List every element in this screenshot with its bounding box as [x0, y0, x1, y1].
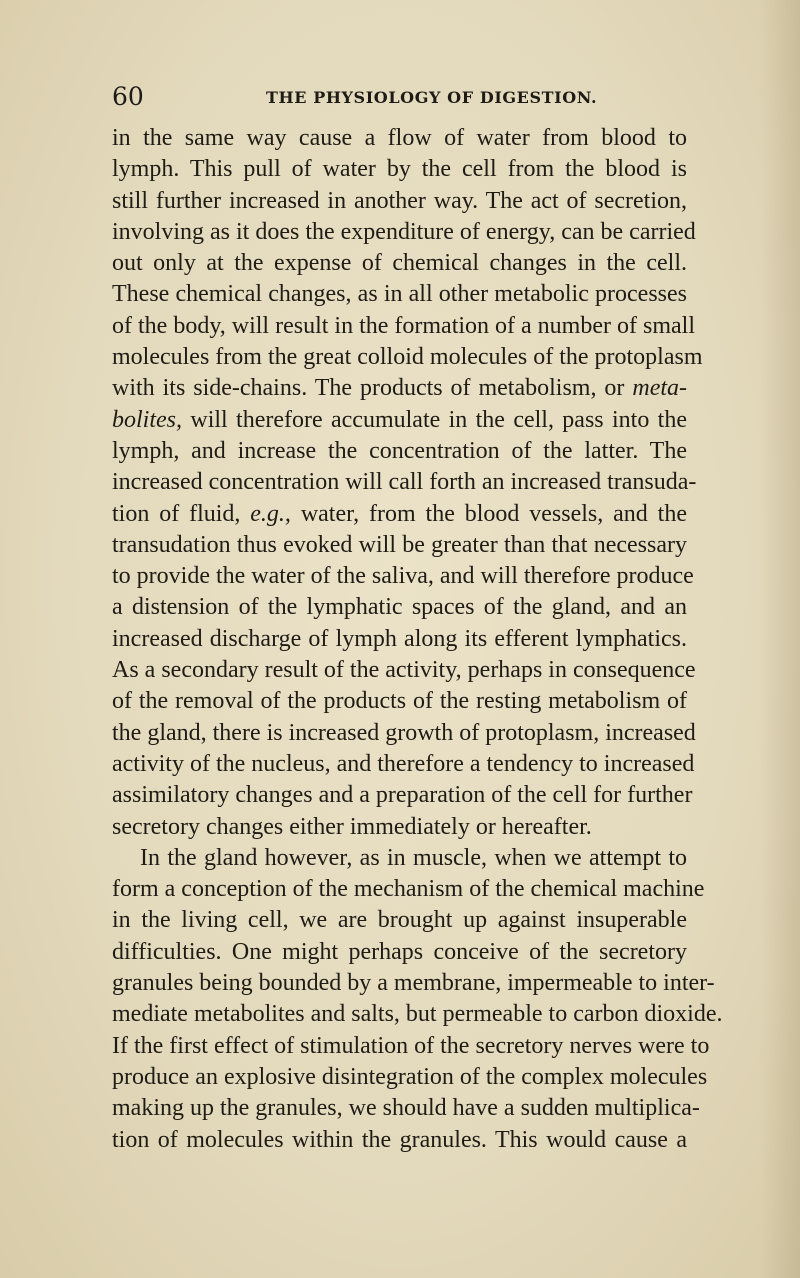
text-line: [112, 373, 687, 404]
text-line: in the same way cause a flow of water from blood to: [112, 125, 687, 151]
text-line: [112, 499, 687, 530]
text-line: mediate metabolites and salts, but permeable to carbon dioxide.: [112, 1001, 723, 1028]
text-line: These chemical changes, as in all other metabolic processes: [112, 281, 687, 308]
italic-term: e.g.,: [250, 500, 291, 527]
text-line: still further increased in another way. The act of secretion,: [112, 187, 687, 214]
text-line: If the first effect of stimulation of the secretory nerves were to: [112, 1032, 710, 1059]
text-line: produce an explosive disintegration of the complex molecules: [112, 1063, 708, 1090]
text-line: As a secondary result of the activity, perhaps in consequence: [112, 657, 696, 684]
text-line: a distension of the lymphatic spaces of the gland, and an: [112, 594, 687, 621]
page-header: [112, 82, 687, 112]
text-line: form a conception of the mechanism of the chemical machine: [112, 876, 705, 903]
text-line: granules being bounded by a membrane, impermeable to inter-: [112, 970, 715, 997]
italic-term: meta-: [632, 375, 688, 402]
text-line: secretory changes either immediately or hereafter.: [112, 813, 592, 840]
text-line: transudation thus evoked will be greater than that necessary: [112, 531, 687, 558]
text-line: assimilatory changes and a preparation of the cell for further: [112, 782, 693, 809]
text-line: molecules from the great colloid molecules of the protoplasm: [112, 344, 703, 371]
italic-term: bolites,: [112, 406, 182, 433]
text-segment: will therefore accumulate in the cell, pass into the: [190, 406, 687, 433]
text-line: activity of the nucleus, and therefore a tendency to increased: [112, 750, 695, 777]
text-line: of the removal of the products of the resting metabolism of: [112, 688, 687, 715]
text-line: lymph. This pull of water by the cell from the blood is: [112, 156, 687, 183]
text-line: to provide the water of the saliva, and will therefore produce: [112, 563, 694, 590]
text-line: difficulties. One might perhaps conceive of the secretory: [112, 938, 687, 965]
page-number: 60: [112, 82, 144, 111]
text-line: involving as it does the expenditure of energy, can be carried: [112, 218, 696, 245]
text-line: lymph, and increase the concentration of the latter. The: [112, 437, 687, 464]
running-head: THE PHYSIOLOGY OF DIGESTION.: [266, 88, 598, 107]
text-segment: water, from the blood vessels, and the: [300, 500, 687, 527]
text-line: increased concentration will call forth an increased transuda-: [112, 469, 697, 496]
text-line: [112, 405, 687, 436]
text-line: the gland, there is increased growth of protoplasm, increased: [112, 719, 696, 746]
text-line: In the gland however, as in muscle, when we attempt to: [140, 844, 687, 871]
page-edge-shadow: [760, 0, 800, 1278]
text-line: in the living cell, we are brought up against insuperable: [112, 907, 687, 934]
text-line: of the body, will result in the formation of a number of small: [112, 312, 695, 339]
text-segment: tion of fluid,: [112, 500, 241, 527]
text-line: out only at the expense of chemical changes in the cell.: [112, 250, 687, 277]
text-line: increased discharge of lymph along its efferent lymphatics.: [112, 625, 687, 652]
text-line: tion of molecules within the granules. This would cause a: [112, 1126, 687, 1153]
body-text: [112, 123, 723, 1156]
text-segment: with its side-chains. The products of metabolism, or: [112, 375, 625, 402]
text-line: making up the granules, we should have a sudden multiplica-: [112, 1095, 700, 1122]
